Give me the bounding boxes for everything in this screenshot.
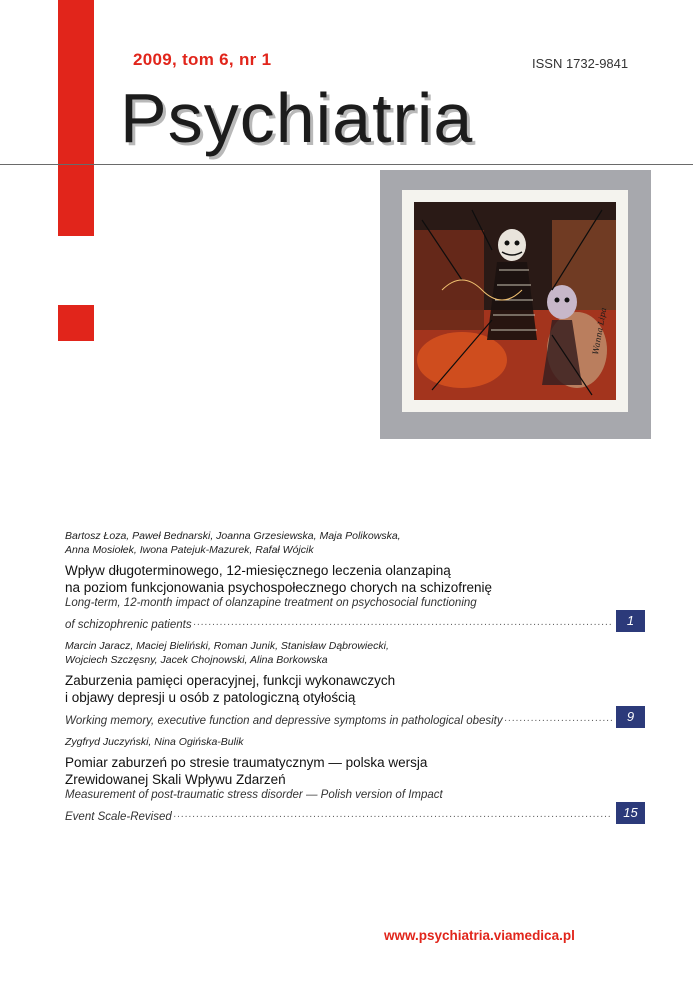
toc-entry-3 [65, 735, 645, 824]
leader-dots [174, 808, 612, 822]
page-number-badge: 15 [616, 802, 645, 824]
toc-authors: Zygfryd Juczyński, Nina Ogińska-Bulik [65, 736, 244, 748]
toc-authors: Marcin Jaracz, Maciej Bieliński, Roman Junik, Stanisław Dąbrowiecki, Wojciech Szczęsny, Jacek Chojnowski, Alina Borkowska [65, 640, 389, 666]
toc-title-pl: Wpływ długoterminowego, 12-miesięcznego leczenia olanzapiną na poziom funkcjonowania psychospołecznego chorych na schizofrenię [65, 563, 493, 595]
toc-entry-1 [65, 529, 645, 632]
toc-title-en: Measurement of post-traumatic stress disorder — Polish version of Impact Event Scale-Revised ..... 15 [65, 788, 645, 824]
issn-label: ISSN 1732-9841 [532, 56, 629, 71]
page-number-badge: 9 [616, 706, 645, 728]
toc-title-en: Long-term, 12-month impact of olanzapine treatment on psychosocial functioning of schizophrenic patients ..... 1 [65, 596, 645, 632]
header-rule [0, 164, 693, 165]
toc-title-en: Working memory, executive function and depressive symptoms in pathological obesity ..... 9 [65, 706, 645, 728]
website-link[interactable]: www.psychiatria.viamedica.pl [384, 928, 575, 943]
artwork-painting [402, 190, 628, 412]
toc-title-pl: Pomiar zaburzeń po stresie traumatycznym — polska wersja Zrewidowanej Skali Wpływu Zdarzeń [65, 755, 428, 787]
red-accent-square [58, 305, 94, 341]
page-number-badge: 1 [616, 610, 645, 632]
toc-authors: Bartosz Łoza, Paweł Bednarski, Joanna Grzesiewska, Maja Polikowska, Anna Mosiołek, Iwona Patejuk-Mazurek, Rafał Wójcik [65, 530, 401, 556]
leader-dots [505, 712, 612, 726]
issue-label: 2009, tom 6, nr 1 [133, 50, 272, 69]
red-accent-bar [58, 0, 94, 236]
toc-entry-2 [65, 639, 645, 728]
artwork-signature: Wanna Lipa [591, 306, 609, 356]
artwork-paper [402, 190, 628, 412]
journal-title: Psychiatria [120, 79, 474, 157]
cover-artwork [380, 170, 651, 439]
toc-title-pl: Zaburzenia pamięci operacyjnej, funkcji wykonawczych i objawy depresji u osób z patologiczną otyłością [65, 673, 396, 705]
leader-dots [194, 616, 612, 630]
